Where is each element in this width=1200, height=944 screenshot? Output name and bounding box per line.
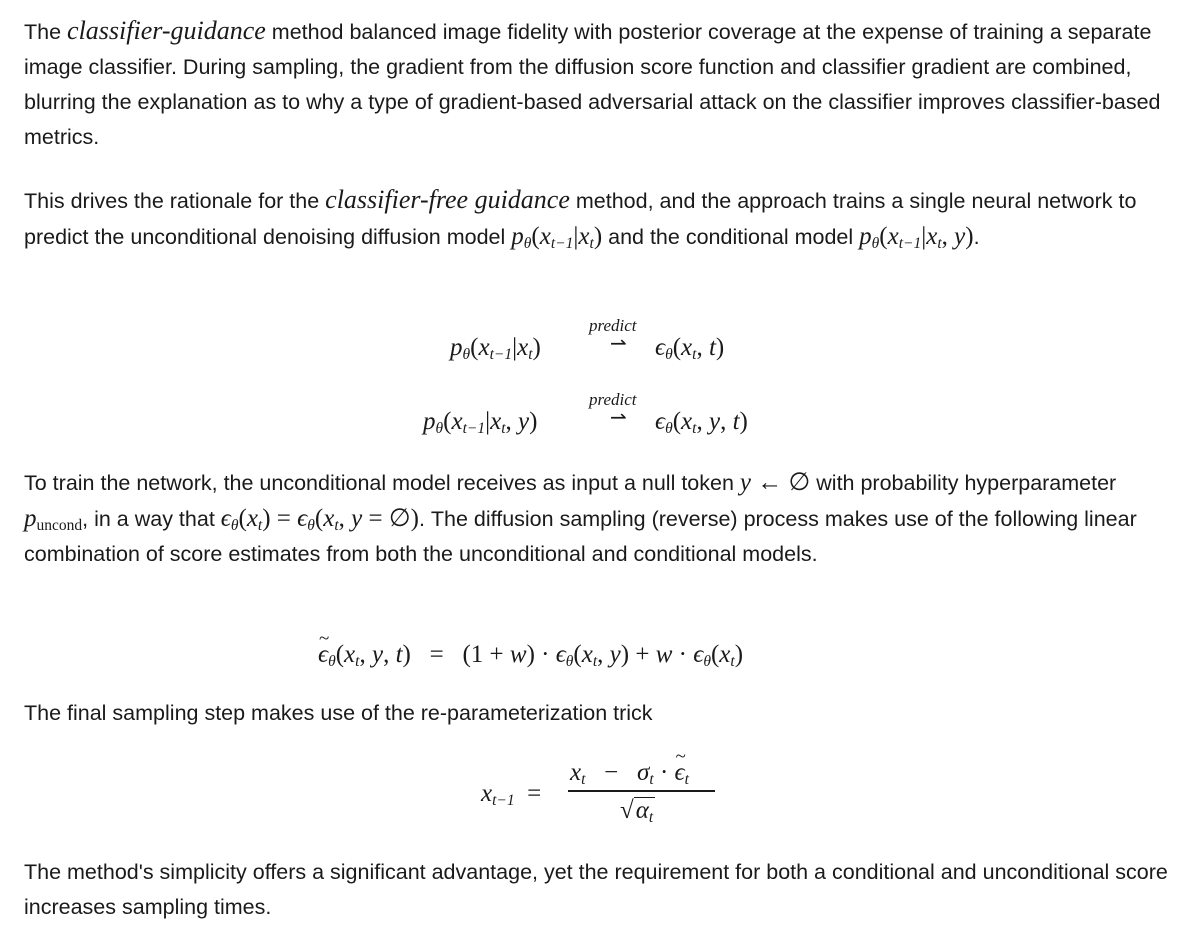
math-null-equivalence: $\epsilon_\theta$	[220, 505, 239, 534]
equation-predict-conditional: $p_\theta(x_{t-1}|x_t$, y)	[423, 408, 538, 437]
predict-label: predict	[589, 316, 637, 335]
fraction-bar	[568, 790, 715, 792]
math-unconditional-model: $p_\theta$	[511, 223, 532, 252]
term-classifier-guidance: classifier-guidance	[67, 16, 266, 45]
equation-predict-unconditional: $p_\theta(x_{t-1}|x_t)$	[450, 334, 541, 363]
paragraph-classifier-free: This drives the rationale for the classifier-free guidance method, and the approach trains a single neural network to predict the unconditional denoising diffusion model $p_\theta(x_{t-1}|x_t)$ and the conditional model $p_\theta(x_{t-1}|x_t$, y).	[24, 185, 1137, 252]
paragraph-training: To train the network, the unconditional model receives as input a null token y ← ∅ with probability hyperparameter $p_{uncond}$, in a way that $\epsilon_\theta(x_t) = \epsilon_\theta(x_t$, y = ∅). The diffusion sampling (reverse) process makes use of the following linear combination of score estimates from both the unconditional and conditional models.	[24, 469, 1137, 566]
equation-epsilon-unconditional: $\epsilon_\theta(x_t$, t)	[655, 334, 725, 363]
term-classifier-free-guidance: classifier-free guidance	[325, 185, 570, 214]
paragraph-conclusion: The method's simplicity offers a significant advantage, yet the requirement for both a conditional and unconditional score increases sampling times.	[24, 860, 1168, 919]
paragraph-classifier-guidance: The classifier-guidance method balanced image fidelity with posterior coverage at the expense of training a separate image classifier. During sampling, the gradient from the diffusion score function and classifier gradient are combined, blurring the explanation as to why a type of gradient-based adversarial attack on the classifier improves classifier-based metrics.	[24, 16, 1161, 149]
predict-label: predict	[589, 390, 637, 409]
equation-denominator: $√\alpha_t$	[620, 797, 654, 826]
equation-lhs-x-t-minus-1: $x_{t-1}$ =	[481, 780, 542, 809]
math-null-token: y	[739, 469, 752, 496]
math-conditional-model: $p_\theta$	[859, 223, 880, 252]
equation-numerator: $x_t - \sigma_t$ · ~ $\epsilon_t$	[570, 758, 689, 788]
harpoon-arrow-icon: ⇀	[610, 405, 627, 429]
equation-linear-combination: ~ $\epsilon_\theta(x_t$, y, $t) = (1 + w) \cdot \epsilon_\theta(x_t$, $y) + w \cdot \epsilon_\theta(x_t)$	[318, 640, 743, 670]
math-p-uncond: $p_{uncond}$	[24, 505, 83, 534]
harpoon-arrow-icon: ⇀	[610, 331, 627, 355]
equation-epsilon-conditional: $\epsilon_\theta(x_t$, y, t)	[655, 408, 748, 437]
paragraph-final-sampling: The final sampling step makes use of the re-parameterization trick	[24, 701, 653, 725]
